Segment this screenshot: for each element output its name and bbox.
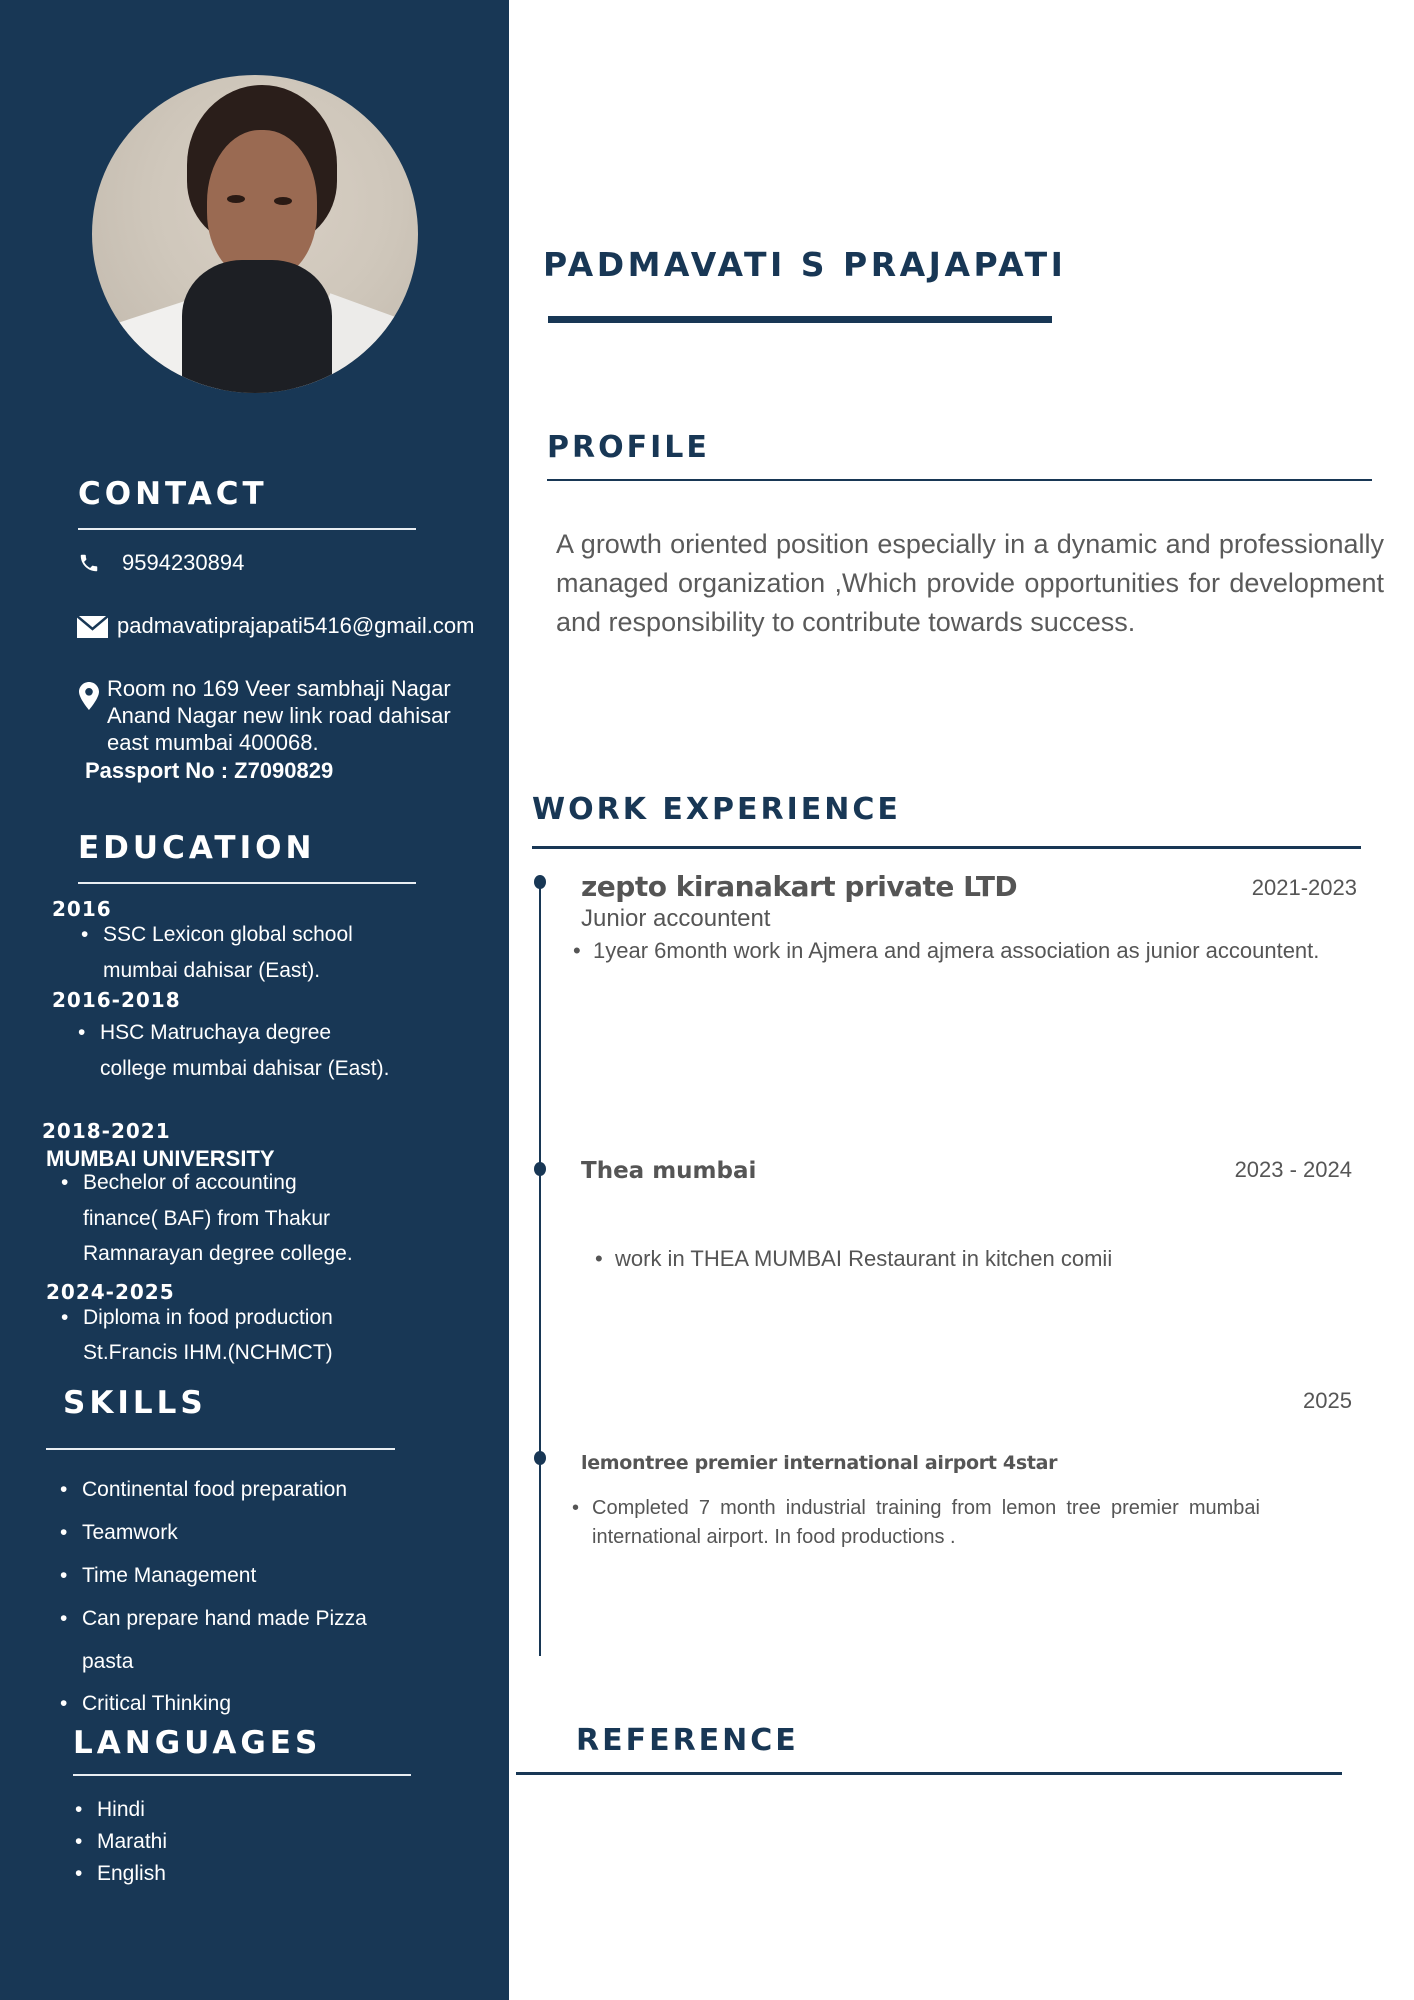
job-description: • Completed 7 month industrial training from lemon tree premier mumbai international airport. In food productions .	[592, 1494, 1260, 1552]
profile-photo	[92, 75, 418, 393]
languages-heading: LANGUAGES	[73, 1725, 322, 1761]
skill-item: • Critical Thinking	[82, 1692, 231, 1716]
photo-face	[207, 130, 317, 280]
work-experience-divider	[532, 846, 1361, 849]
education-years-2016-2018: 2016-2018	[52, 988, 181, 1012]
job-description: • 1year 6month work in Ajmera and ajmera association as junior accountent.	[593, 935, 1338, 966]
job-company: zepto kiranakart private LTD	[581, 870, 1018, 903]
photo-eye	[227, 195, 245, 203]
education-item-ssc-cont: mumbai dahisar (East).	[103, 959, 321, 982]
photo-eye	[274, 197, 292, 205]
profile-summary: A growth oriented position especially in a dynamic and professionally managed organization ,Which provide opportunities for development and responsibility to contribute towards success.	[556, 529, 1384, 637]
education-item-hsc: • HSC Matruchaya degree	[100, 1021, 331, 1045]
education-item-diploma-cont: St.Francis IHM.(NCHMCT)	[83, 1341, 333, 1364]
envelope-icon	[77, 616, 108, 643]
education-item-hsc-cont: college mumbai dahisar (East).	[100, 1057, 390, 1080]
skills-heading: SKILLS	[63, 1385, 207, 1421]
photo-scarf	[182, 260, 332, 393]
job-dates: 2025	[1303, 1388, 1352, 1413]
job-company: lemontree premier international airport 4star	[581, 1452, 1058, 1474]
skill-item: • Time Management	[82, 1564, 256, 1588]
timeline-line	[539, 882, 541, 1656]
address-line-2: Anand Nagar new link road dahisar	[107, 703, 451, 728]
skill-item: • Can prepare hand made Pizza	[82, 1607, 367, 1631]
profile-divider	[547, 479, 1372, 481]
work-experience-heading: WORK EXPERIENCE	[532, 792, 901, 827]
language-item: • Marathi	[97, 1830, 167, 1854]
job-dates: 2023 - 2024	[1234, 1157, 1352, 1182]
education-divider	[78, 882, 416, 884]
skill-item-cont: pasta	[82, 1650, 134, 1673]
language-item: • English	[97, 1862, 166, 1886]
timeline-dot	[534, 1162, 546, 1176]
timeline-dot	[534, 875, 546, 889]
job-role: Junior accountent	[581, 905, 771, 932]
candidate-name: PADMAVATI S PRAJAPATI	[543, 245, 1067, 284]
language-item: • Hindi	[97, 1798, 145, 1822]
email-address[interactable]: padmavatiprajapati5416@gmail.com	[117, 613, 475, 638]
education-item-ssc: • SSC Lexicon global school	[103, 923, 353, 947]
sidebar	[0, 0, 509, 2000]
job-description: • work in THEA MUMBAI Restaurant in kitchen comii	[615, 1243, 1315, 1274]
education-years-2024-2025: 2024-2025	[46, 1280, 175, 1304]
education-heading: EDUCATION	[78, 830, 316, 866]
education-years-2016: 2016	[52, 897, 112, 921]
phone-icon	[78, 552, 100, 579]
skill-item: • Teamwork	[82, 1521, 178, 1545]
education-institution: MUMBAI UNIVERSITY	[46, 1146, 275, 1171]
address-line-3: east mumbai 400068.	[107, 730, 319, 755]
passport-number: Passport No : Z7090829	[85, 758, 334, 783]
job-dates: 2021-2023	[1251, 875, 1357, 900]
contact-heading: CONTACT	[78, 476, 268, 512]
profile-heading: PROFILE	[547, 430, 710, 465]
reference-divider	[516, 1772, 1342, 1775]
name-underline	[548, 316, 1052, 323]
education-item-baf-cont1: finance( BAF) from Thakur	[83, 1207, 331, 1230]
education-item-baf-cont2: Ramnarayan degree college.	[83, 1242, 353, 1265]
contact-divider	[78, 528, 416, 530]
skills-divider	[46, 1448, 395, 1450]
timeline-dot	[534, 1451, 546, 1465]
address-line-1: Room no 169 Veer sambhaji Nagar	[107, 676, 451, 701]
education-years-2018-2021: 2018-2021	[42, 1119, 171, 1143]
education-item-diploma: • Diploma in food production	[83, 1306, 333, 1330]
phone-number[interactable]: 9594230894	[122, 550, 245, 575]
job-company: Thea mumbai	[581, 1158, 757, 1184]
education-item-baf: • Bechelor of accounting	[83, 1171, 297, 1195]
skill-item: • Continental food preparation	[82, 1478, 347, 1502]
reference-heading: REFERENCE	[576, 1723, 799, 1758]
map-pin-icon	[79, 682, 99, 715]
languages-divider	[73, 1774, 411, 1776]
